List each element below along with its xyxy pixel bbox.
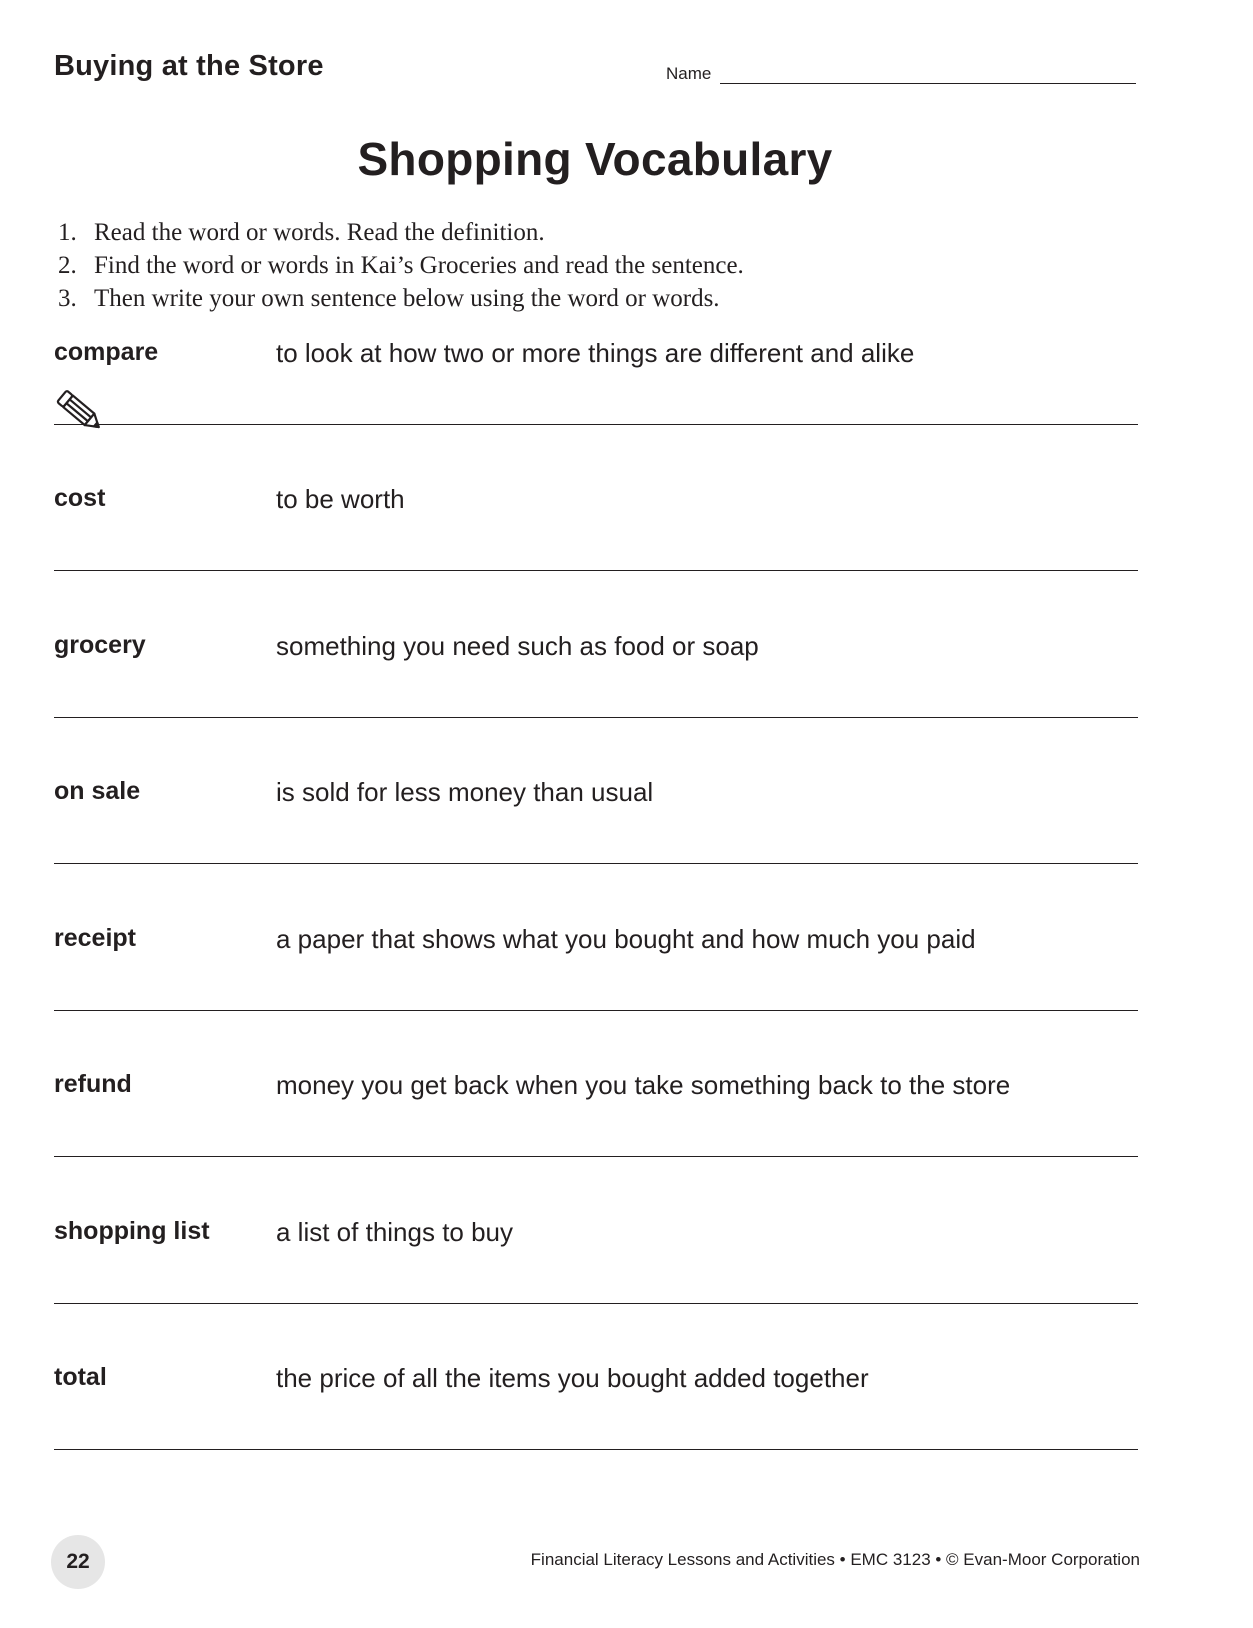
vocab-definition: money you get back when you take something back to the store: [276, 1070, 1011, 1100]
vocab-word: cost: [54, 484, 106, 512]
vocab-entry-total: [54, 1363, 1138, 1515]
vocab-word: shopping list: [54, 1217, 210, 1245]
vocab-definition: is sold for less money than usual: [276, 777, 654, 807]
sentence-write-line[interactable]: [54, 1010, 1138, 1011]
instruction-text: Then write your own sentence below using the word or words.: [94, 285, 720, 312]
unit-title: Buying at the Store: [54, 50, 324, 82]
vocab-definition: the price of all the items you bought added together: [276, 1363, 869, 1393]
vocab-entry-receipt: [54, 924, 1138, 1076]
instruction-number: 3.: [58, 285, 77, 312]
vocab-definition: something you need such as food or soap: [276, 631, 759, 661]
vocab-word: grocery: [54, 631, 146, 659]
name-label: Name: [666, 64, 712, 83]
sentence-write-line[interactable]: [54, 1303, 1138, 1304]
vocab-word: total: [54, 1363, 107, 1391]
footer-credit: Financial Literacy Lessons and Activities • EMC 3123 • © Evan-Moor Corporation: [530, 1550, 1140, 1569]
vocab-definition: to look at how two or more things are different and alike: [276, 338, 915, 368]
pencil-icon: [52, 386, 108, 438]
vocab-entry-cost: [54, 484, 1138, 636]
instruction-text: Find the word or words in Kai’s Groceries and read the sentence.: [94, 252, 744, 279]
vocab-entry-compare: [54, 338, 1138, 490]
vocab-definition: a paper that shows what you bought and how much you paid: [276, 924, 976, 954]
name-write-line[interactable]: [720, 83, 1136, 84]
name-field[interactable]: [666, 64, 1136, 90]
sentence-write-line[interactable]: [54, 1156, 1138, 1157]
sentence-write-line[interactable]: [54, 717, 1138, 718]
sentence-write-line[interactable]: [54, 570, 1138, 571]
instruction-item: [58, 249, 744, 282]
page-title: Shopping Vocabulary: [357, 133, 833, 185]
sentence-write-line[interactable]: [54, 424, 1138, 425]
instruction-item: [58, 282, 744, 315]
instruction-text: Read the word or words. Read the definition.: [94, 219, 545, 246]
page-number: 22: [51, 1535, 105, 1589]
instruction-item: [58, 216, 744, 249]
vocab-word: refund: [54, 1070, 132, 1098]
vocab-word: compare: [54, 338, 159, 366]
vocab-definition: to be worth: [276, 484, 405, 514]
instruction-number: 2.: [58, 252, 77, 279]
vocab-entry-on-sale: [54, 777, 1138, 929]
instructions-list: [58, 216, 744, 315]
sentence-write-line[interactable]: [54, 863, 1138, 864]
vocab-word: receipt: [54, 924, 136, 952]
vocab-entry-grocery: [54, 631, 1138, 783]
vocab-entry-shopping-list: [54, 1217, 1138, 1369]
sentence-write-line[interactable]: [54, 1449, 1138, 1450]
vocab-word: on sale: [54, 777, 141, 805]
vocab-definition: a list of things to buy: [276, 1217, 514, 1247]
vocab-entry-refund: [54, 1070, 1138, 1222]
instruction-number: 1.: [58, 219, 77, 246]
